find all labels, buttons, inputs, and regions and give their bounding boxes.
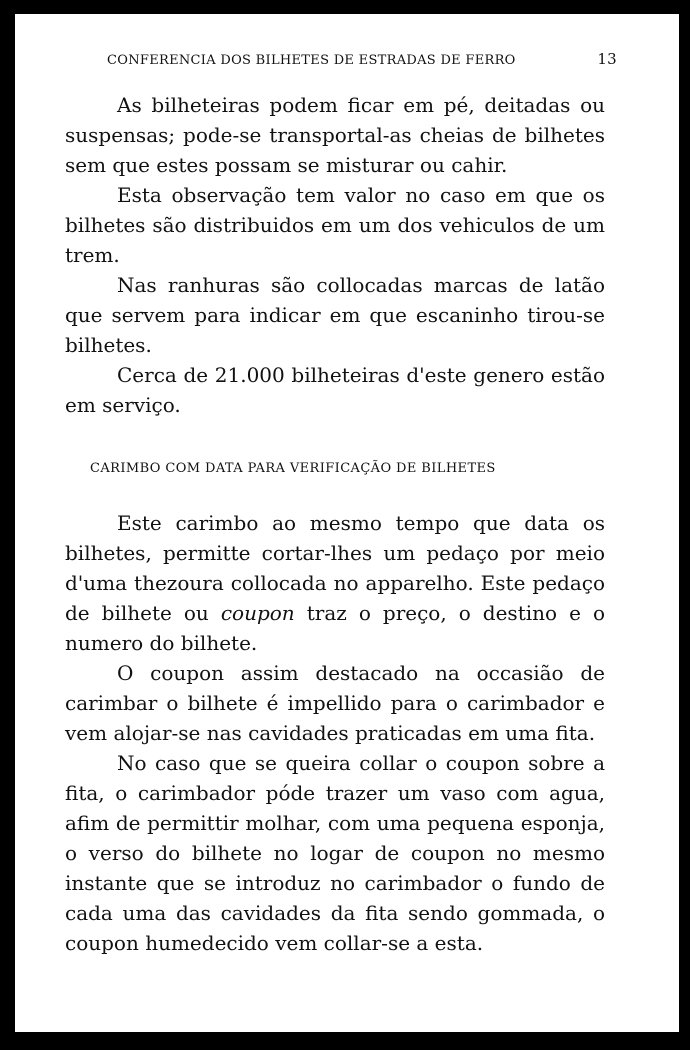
section-2-text	[65, 508, 605, 958]
paragraph-1: As bilheteiras podem ficar em pé, deitadas ou suspensas; pode-se transportal-as cheias de bilhetes sem que estes possam se misturar ou cahir.	[65, 93, 605, 177]
page-number: 13	[597, 50, 617, 68]
paragraph-4: Cerca de 21.000 bilheteiras d'este genero estão em serviço.	[65, 363, 605, 417]
coupon-italic-term: coupon	[220, 601, 295, 625]
running-header	[107, 50, 617, 68]
paragraph-5-end: traz o preço, o destino e o numero do bilhete.	[65, 601, 605, 655]
running-title: CONFERENCIA DOS BILHETES DE ESTRADAS DE FERRO	[107, 53, 516, 68]
section-heading: CARIMBO COM DATA PARA VERIFICAÇÃO DE BILHETES	[90, 461, 496, 476]
paragraph-5-start: Este carimbo ao mesmo tempo que data os bilhetes, permitte cortar-lhes um pedaço por meio d'uma thezoura collocada no apparelho. Este pedaço de bilhete ou	[65, 511, 605, 625]
paragraph-2: Esta observação tem valor no caso em que os bilhetes são distribuidos em um dos vehiculos de um trem.	[65, 183, 605, 267]
book-page	[15, 14, 679, 1032]
paragraph-6: O coupon assim destacado na occasião de carimbar o bilhete é impellido para o carimbador e vem alojar-se nas cavidades praticadas em uma fita.	[65, 661, 605, 745]
paragraph-5	[65, 508, 605, 658]
paragraph-7: No caso que se queira collar o coupon sobre a fita, o carimbador póde trazer um vaso com agua, afim de permittir molhar, com uma pequena esponja, o verso do bilhete no logar de coupon no mesmo instante que se introduz no carimbador o fundo de cada uma das cavidades da fita sendo gommada, o coupon humedecido vem collar-se a esta.	[65, 751, 605, 955]
section-1-text	[65, 90, 605, 420]
paragraph-3: Nas ranhuras são collocadas marcas de latão que servem para indicar em que escaninho tirou-se bilhetes.	[65, 273, 605, 357]
